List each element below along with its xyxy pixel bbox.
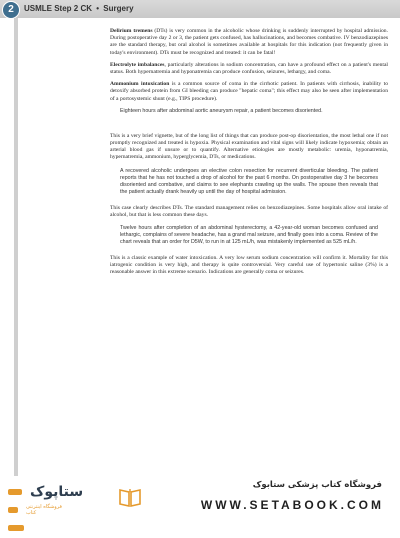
case-vignette-2: A recovered alcoholic undergoes an elective colon resection for recurrent diverticular bleeding. The patient reports that he has not touched a drop of alcohol for the past 6 months. On postoperative day 3 he becomes disoriented and combative, and claims to see elephants crawling up the walls. The spouse then reveals that the patient actually drank heavily up until the day of hospital admission. bbox=[120, 167, 378, 195]
chapter-logo-letter: 2 bbox=[8, 4, 14, 15]
text-delirium-tremens: (DTs) is very common in the alcoholic whose drinking is suddenly interrupted by hospital admission. During postoperative day 2 or 3, the patient gets confused, has hallucinations, and becomes combative. IV benzodiazepines are the standard therapy, but oral alcohol is sometimes available at hospitals for this indication (not frequently given in today's environment). DTs must be recognized and treated: it can be fatal! bbox=[110, 28, 388, 56]
book-icon bbox=[118, 486, 142, 508]
header-separator: • bbox=[96, 4, 100, 13]
brand-logo bbox=[8, 482, 84, 516]
text-dts-management: This case clearly describes DTs. The standard management relies on benzodiazepines. Some hospitals allow oral intake of alcohol, but that is less common these days. bbox=[110, 204, 388, 218]
side-rule bbox=[14, 18, 18, 476]
brand-name: ستاپوک bbox=[30, 484, 84, 500]
running-header bbox=[24, 4, 134, 13]
text-water-intoxication: This is a classic example of water intoxication. A very low serum sodium concentration will confirm it. Mortality for this iatrogenic condition is very high, and therapy is quite controversial. Very careful use of hypertonic saline (3%) is a reasonable answer in this extreme scenario. Indications are generally coma or seizures. bbox=[110, 255, 388, 276]
term-electrolyte: Electrolyte imbalances bbox=[110, 61, 165, 68]
paragraph-hypoxia bbox=[110, 133, 388, 162]
store-title: فروشگاه کتاب پزشکی ستابوک bbox=[252, 480, 382, 490]
page-header bbox=[0, 0, 400, 18]
text-ammonium: is a common source of coma in the cirrhotic patient. In patients with cirrhosis, inability to detoxify absorbed protein from GI bleeding can produce "hepatic coma"; this effect may also be seen after implementation of a portosystemic shunt (e.g., TIPS procedure). bbox=[110, 81, 388, 102]
footer-banner bbox=[0, 476, 400, 519]
paragraph-ammonium bbox=[110, 81, 388, 103]
term-delirium-tremens: Delirium tremens bbox=[110, 28, 153, 34]
paragraph-electrolyte bbox=[110, 62, 388, 76]
case-vignette-1: Eighteen hours after abdominal aortic aneurysm repair, a patient becomes disoriented. bbox=[120, 107, 323, 114]
paragraph-dts-management bbox=[110, 205, 388, 219]
text-electrolyte: , particularly alterations in sodium concentration, can have a profound effect on a patient's mental status. Both hypernatremia and hyponatremia can produce confusion, seizures, lethargy, and coma. bbox=[110, 61, 388, 76]
brand-bars-icon bbox=[8, 484, 24, 538]
case-vignette-3: Twelve hours after completion of an abdominal hysterectomy, a 42-year-old woman becomes confused and lethargic, complains of severe headache, has a grand mal seizure, and finally goes into a coma. Review of the chart reveals that an order for D5W, to run in at 125 mL/h, was mistakenly implemented as 525 mL/h. bbox=[120, 225, 378, 246]
section-title: Surgery bbox=[103, 4, 134, 13]
chapter-logo-icon bbox=[2, 1, 20, 19]
text-hypoxia: This is a very brief vignette, but of the long list of things that can produce post-op disorientation, the most lethal one if not promptly recognized and treated is hypoxia. Physical examination and vital signs will likely indicate hypoxemia; obtain an arterial blood gas if unsure or to quantify. Alternative etiologies are mostly metabolic: uremia, hyponatremia, hypernatremia, ammonium, hyperglycemia, DTs, or medications. bbox=[110, 132, 388, 161]
page-body bbox=[110, 28, 388, 282]
term-ammonium: Ammonium intoxication bbox=[110, 81, 170, 88]
book-title: USMLE Step 2 CK bbox=[24, 4, 93, 13]
brand-subtitle: فروشگاه اینترنتی کتاب bbox=[26, 504, 62, 516]
paragraph-water-intoxication bbox=[110, 255, 388, 277]
paragraph-delirium-tremens bbox=[110, 28, 388, 57]
store-url-link[interactable]: WWW.SETABOOK.COM bbox=[200, 498, 384, 512]
